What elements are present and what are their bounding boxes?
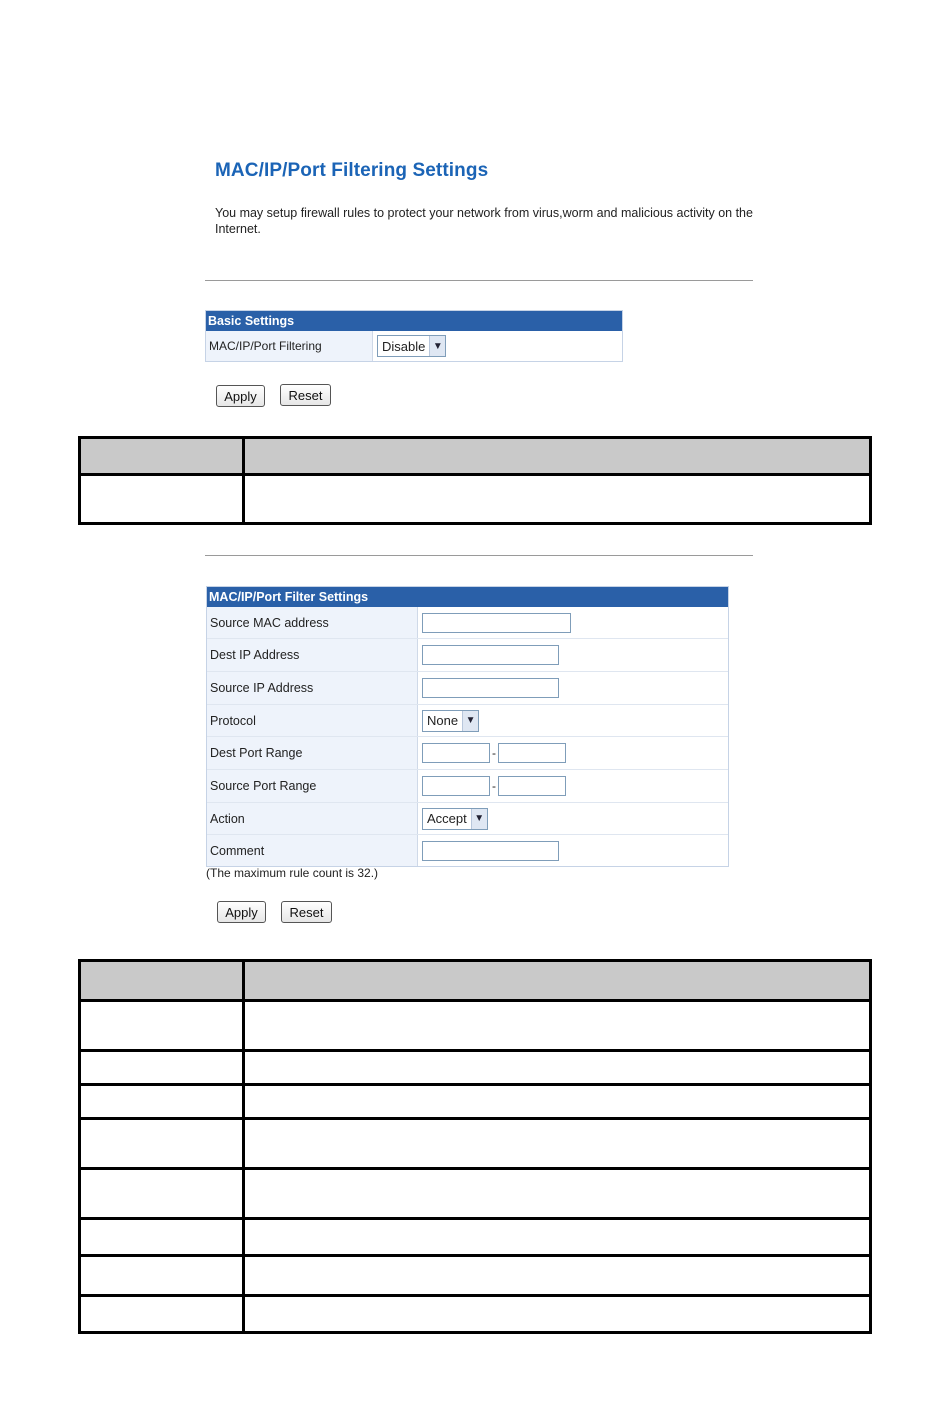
divider	[205, 555, 753, 556]
description-table	[78, 436, 872, 525]
source-port-label: Source Port Range	[207, 770, 418, 802]
basic-settings-panel	[205, 310, 623, 362]
table-cell	[81, 1120, 245, 1167]
table-row	[81, 1167, 869, 1217]
table-row	[81, 1083, 869, 1117]
action-select-value: Accept	[427, 811, 467, 826]
source-ip-row	[207, 671, 728, 704]
dest-port-row	[207, 736, 728, 769]
table-cell	[81, 1170, 245, 1217]
table-row	[81, 1294, 869, 1331]
action-row	[207, 802, 728, 834]
table-header-cell	[245, 439, 869, 473]
table-cell	[245, 1220, 869, 1254]
chevron-down-icon: ▼	[462, 711, 478, 731]
field-description-table	[78, 959, 872, 1334]
table-cell	[245, 1170, 869, 1217]
table-cell	[81, 1220, 245, 1254]
max-rule-note: (The maximum rule count is 32.)	[206, 866, 379, 880]
divider	[205, 280, 753, 281]
dest-ip-row	[207, 638, 728, 671]
table-header-cell	[81, 962, 245, 999]
source-mac-row	[207, 607, 728, 638]
filtering-select[interactable]	[377, 335, 446, 357]
table-row	[81, 1117, 869, 1167]
range-separator: -	[492, 779, 496, 793]
filter-apply-button[interactable]: Apply	[217, 901, 266, 923]
source-mac-input[interactable]	[422, 613, 571, 633]
filter-reset-button[interactable]: Reset	[281, 901, 332, 923]
action-label: Action	[207, 803, 418, 834]
table-cell	[245, 1120, 869, 1167]
protocol-select-value: None	[427, 713, 459, 728]
basic-settings-header: Basic Settings	[206, 311, 622, 331]
protocol-select[interactable]	[422, 710, 479, 732]
table-row	[81, 473, 869, 522]
table-cell	[81, 1002, 245, 1049]
table-cell	[245, 476, 869, 522]
dest-ip-label: Dest IP Address	[207, 639, 418, 671]
table-cell	[245, 1297, 869, 1331]
table-row	[81, 1254, 869, 1294]
dest-ip-input[interactable]	[422, 645, 559, 665]
dest-port-from-input[interactable]	[422, 743, 490, 763]
source-ip-label: Source IP Address	[207, 672, 418, 704]
source-ip-input[interactable]	[422, 678, 559, 698]
table-cell	[245, 1086, 869, 1117]
source-port-from-input[interactable]	[422, 776, 490, 796]
table-header-cell	[81, 439, 245, 473]
filter-settings-header: MAC/IP/Port Filter Settings	[207, 587, 728, 607]
comment-label: Comment	[207, 835, 418, 866]
table-header-row	[81, 439, 869, 473]
basic-reset-button[interactable]: Reset	[280, 384, 331, 406]
comment-input[interactable]	[422, 841, 559, 861]
table-row	[81, 1049, 869, 1083]
filtering-label: MAC/IP/Port Filtering	[206, 331, 373, 361]
table-cell	[81, 1086, 245, 1117]
dest-port-label: Dest Port Range	[207, 737, 418, 769]
filtering-select-value: Disable	[382, 338, 426, 354]
table-cell	[81, 1257, 245, 1294]
chevron-down-icon: ▼	[429, 336, 445, 356]
table-header-cell	[245, 962, 869, 999]
protocol-row	[207, 704, 728, 736]
table-cell	[245, 1257, 869, 1294]
table-row	[81, 1217, 869, 1254]
table-header-row	[81, 962, 869, 999]
action-select[interactable]	[422, 808, 488, 830]
source-mac-label: Source MAC address	[207, 607, 418, 638]
source-port-to-input[interactable]	[498, 776, 566, 796]
range-separator: -	[492, 746, 496, 760]
table-cell	[81, 1052, 245, 1083]
table-row	[81, 999, 869, 1049]
comment-row	[207, 834, 728, 866]
page-intro: You may setup firewall rules to protect your network from virus,worm and malicious activity on the Internet.	[215, 206, 753, 236]
chevron-down-icon: ▼	[471, 809, 487, 829]
dest-port-to-input[interactable]	[498, 743, 566, 763]
table-cell	[81, 476, 245, 522]
filter-settings-panel	[206, 586, 729, 867]
protocol-label: Protocol	[207, 705, 418, 736]
table-cell	[245, 1052, 869, 1083]
page-title: MAC/IP/Port Filtering Settings	[215, 160, 489, 181]
table-cell	[245, 1002, 869, 1049]
basic-apply-button[interactable]: Apply	[216, 385, 265, 407]
table-cell	[81, 1297, 245, 1331]
source-port-row	[207, 769, 728, 802]
